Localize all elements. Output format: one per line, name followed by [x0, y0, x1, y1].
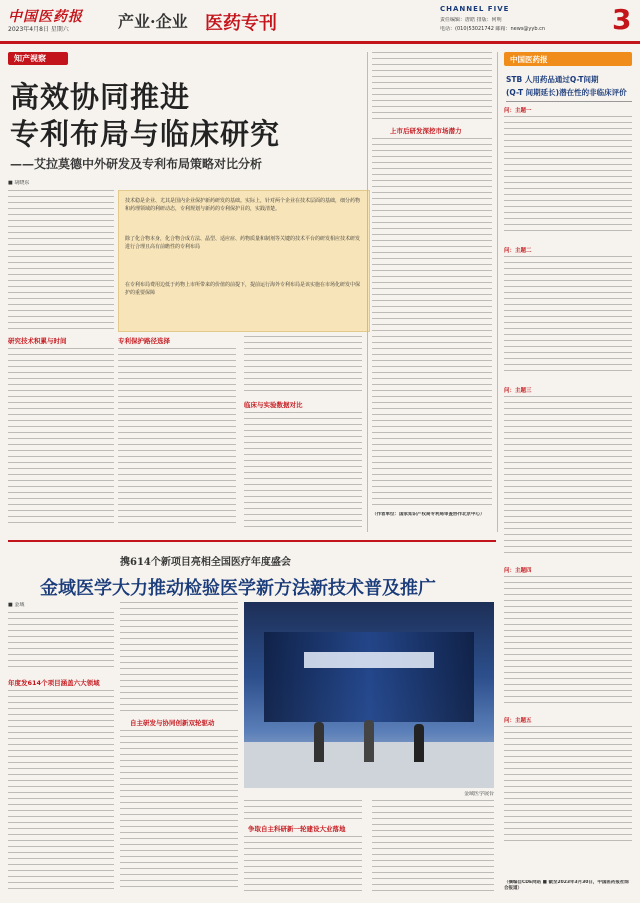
photo-booth-banner [304, 652, 434, 668]
column-divider [367, 52, 368, 532]
section-subhead-2: 专利保护路径选择 [118, 337, 170, 345]
qa-question: 问：主题一 [504, 108, 532, 114]
section-separator [8, 540, 496, 542]
qa-item [504, 106, 632, 236]
headline-line-2: 专利布局与临床研究 [10, 117, 281, 151]
photo-person [414, 724, 424, 762]
sidebar-headline-2: (Q-T 间期延长)潜在性的非临床评价 [506, 88, 627, 97]
bottom-subhead-2: 自主研发与协同创新双轮驱动 [130, 719, 215, 727]
bottom-text-column-1b [8, 690, 114, 890]
bottom-text-column-2 [120, 602, 238, 712]
section-subhead-3: 临床与实验数据对比 [244, 401, 303, 409]
qa-question: 问：主题五 [504, 718, 532, 724]
qa-answer-text [504, 726, 632, 846]
qa-list [504, 106, 632, 876]
summary-paragraph-3: 在专利布局费用边低于药物上市所带来的价值的前提下，提前运行海外专利布局是该实施在市场化研发中保护的重要保障 [125, 282, 361, 296]
photo-booth-panel [264, 632, 474, 722]
source-note: （作者单位：国家知识产权局专利局审查协作北京中心） [372, 512, 485, 517]
photo-caption: 金域医学展台 [463, 791, 494, 797]
section-subhead-1: 研究技术积累与时间 [8, 337, 67, 345]
qa-item [504, 716, 632, 846]
bottom-subhead-1: 年度发614个项目涵盖六大领域 [8, 679, 100, 687]
sidebar-rule [506, 101, 632, 102]
qa-answer-text [504, 256, 632, 376]
qa-question: 问：主题四 [504, 568, 532, 574]
section-title-red: 医药专刊 [205, 13, 277, 34]
body-text-column-3 [244, 336, 362, 396]
bottom-kicker: 携614个新项目亮相全国医疗年度盛会 [120, 557, 291, 568]
bottom-byline: ■ 金域 [8, 602, 25, 608]
photo-person [314, 722, 324, 762]
editor-line: 责任编辑：唐皓 排版：何明 [440, 17, 502, 23]
bottom-text-column-3 [244, 800, 362, 820]
qa-question: 问：主题三 [504, 388, 532, 394]
issue-date: 2023年4月8日 星期六 [8, 26, 69, 33]
bottom-text-column-2b [120, 730, 238, 890]
kicker-badge [8, 52, 68, 65]
channel-label: CHANNEL FIVE [440, 5, 510, 13]
summary-paragraph-1: 技术稳是企业、尤其是国内企业保护新药研发的基础。实际上，针对两个企业在技术层面的基础，细分药物和药理领域的利研动态，专利规划与新药的专利保护目的，实践清楚。 [125, 198, 361, 212]
kicker-text: 知产视察 [14, 54, 46, 63]
byline: ■ 胡晓东 [8, 180, 30, 186]
headline-subtitle: ——艾拉莫德中外研发及专利布局策略对比分析 [10, 157, 263, 171]
bottom-headline: 金域医学大力推动检验医学新方法新技术普及推广 [40, 578, 436, 599]
section-title-plain: 产业·企业 [118, 12, 188, 31]
summary-box [118, 190, 370, 332]
sidebar-brand: 中国医药报 [510, 55, 548, 64]
contact-line: 电话：(010)53021742 邮箱：news@yyb.cn [440, 26, 546, 32]
masthead [0, 0, 640, 42]
event-photo [244, 602, 494, 788]
qa-item [504, 566, 632, 706]
body-text-column-2 [118, 348, 236, 528]
bottom-text-column-1 [8, 612, 114, 672]
body-text-column-1b [8, 348, 114, 528]
body-text-column-1 [8, 190, 114, 330]
paper-name: 中国医药报 [8, 9, 83, 25]
body-text-column-3b [244, 412, 362, 528]
sidebar-headline-1: STB 人用药品通过Q-T间期 [506, 75, 599, 84]
bottom-text-column-4 [372, 800, 494, 892]
body-text-column-4b [372, 138, 492, 508]
sidebar-brand-badge [504, 52, 632, 66]
sidebar-footer: （摘编自CDE网站 ■ 截至2023年3月30日，中国医药报社综合报道） [504, 880, 629, 891]
qa-item [504, 386, 632, 556]
qa-answer-text [504, 396, 632, 556]
page-number: 3 [612, 3, 632, 36]
qa-question: 问：主题二 [504, 248, 532, 254]
bottom-subhead-3: 争取自主科研新一轮建设大业落地 [248, 825, 346, 833]
body-text-column-4 [372, 52, 492, 122]
section-subhead-4: 上市后研发深挖市场潜力 [390, 127, 462, 135]
qa-answer-text [504, 116, 632, 236]
column-divider [497, 52, 498, 532]
headline-line-1: 高效协同推进 [10, 80, 191, 114]
qa-answer-text [504, 576, 632, 706]
masthead-rule [0, 41, 640, 44]
summary-paragraph-2: 除了化合物本身，化合物合成方法、晶型、适应症、药物质量和制剂等关键的技术平台的研发相应技术研发进行合理且高有前瞻性的专利布局 [125, 236, 361, 250]
bottom-text-column-3b [244, 836, 362, 892]
qa-item [504, 246, 632, 376]
photo-person [364, 720, 374, 762]
